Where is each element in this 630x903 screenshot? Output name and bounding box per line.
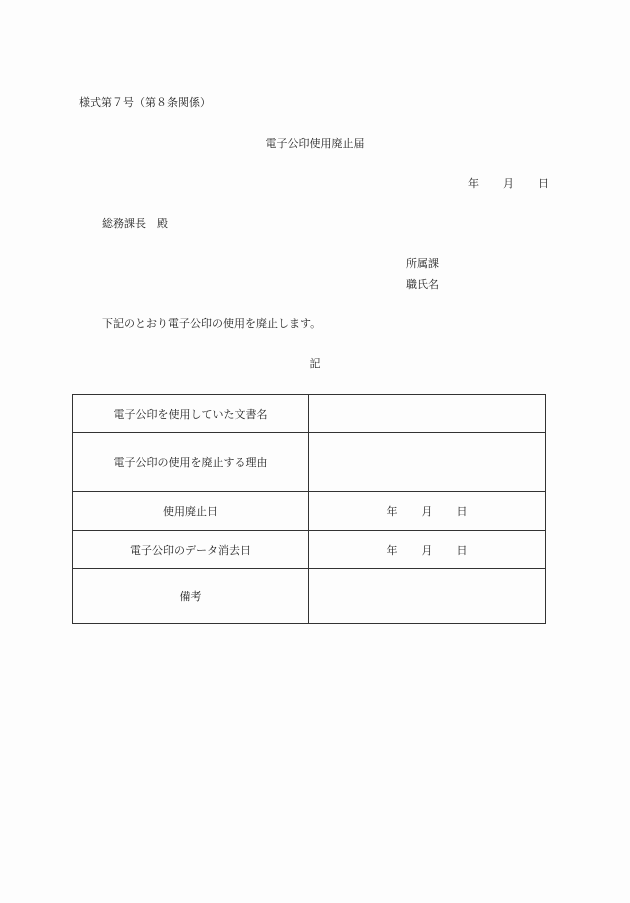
reason-field[interactable] xyxy=(309,433,546,492)
date-month-label: 月 xyxy=(421,505,433,518)
date-day-label: 日 xyxy=(456,505,468,518)
date-day-label: 日 xyxy=(538,177,549,190)
record-table xyxy=(72,394,546,624)
addressee xyxy=(102,217,168,231)
row-label: 電子公印を使用していた文書名 xyxy=(73,395,309,433)
date-month-label: 月 xyxy=(503,177,514,190)
table-row xyxy=(73,492,546,531)
addressee-title: 総務課長 xyxy=(102,217,146,230)
intro-text: 下記のとおり電子公印の使用を廃止します。 xyxy=(102,317,322,330)
date-year-label: 年 xyxy=(386,543,398,557)
submission-date xyxy=(468,177,549,191)
department-label: 所属課 xyxy=(406,257,439,270)
addressee-honorific: 殿 xyxy=(157,217,168,230)
date-month-label: 月 xyxy=(421,543,433,557)
table-row xyxy=(73,569,546,624)
document-name-field[interactable] xyxy=(309,395,546,433)
row-label: 電子公印の使用を廃止する理由 xyxy=(73,433,309,492)
date-day-label: 日 xyxy=(456,543,468,557)
abolition-date-field[interactable] xyxy=(309,492,546,531)
row-label: 備考 xyxy=(73,569,309,624)
table-row xyxy=(73,531,546,569)
remarks-field[interactable] xyxy=(309,569,546,624)
table-row xyxy=(73,395,546,433)
date-year-label: 年 xyxy=(468,177,479,190)
form-number: 様式第７号（第８条関係） xyxy=(79,96,211,109)
document-title: 電子公印使用廃止届 xyxy=(265,137,365,150)
row-label: 使用廃止日 xyxy=(73,492,309,531)
data-deletion-date-field[interactable] xyxy=(309,531,546,569)
ki-heading: 記 xyxy=(309,357,321,370)
name-label: 職氏名 xyxy=(406,278,439,291)
row-label: 電子公印のデータ消去日 xyxy=(73,531,309,569)
table-row xyxy=(73,433,546,492)
date-year-label: 年 xyxy=(386,505,398,518)
